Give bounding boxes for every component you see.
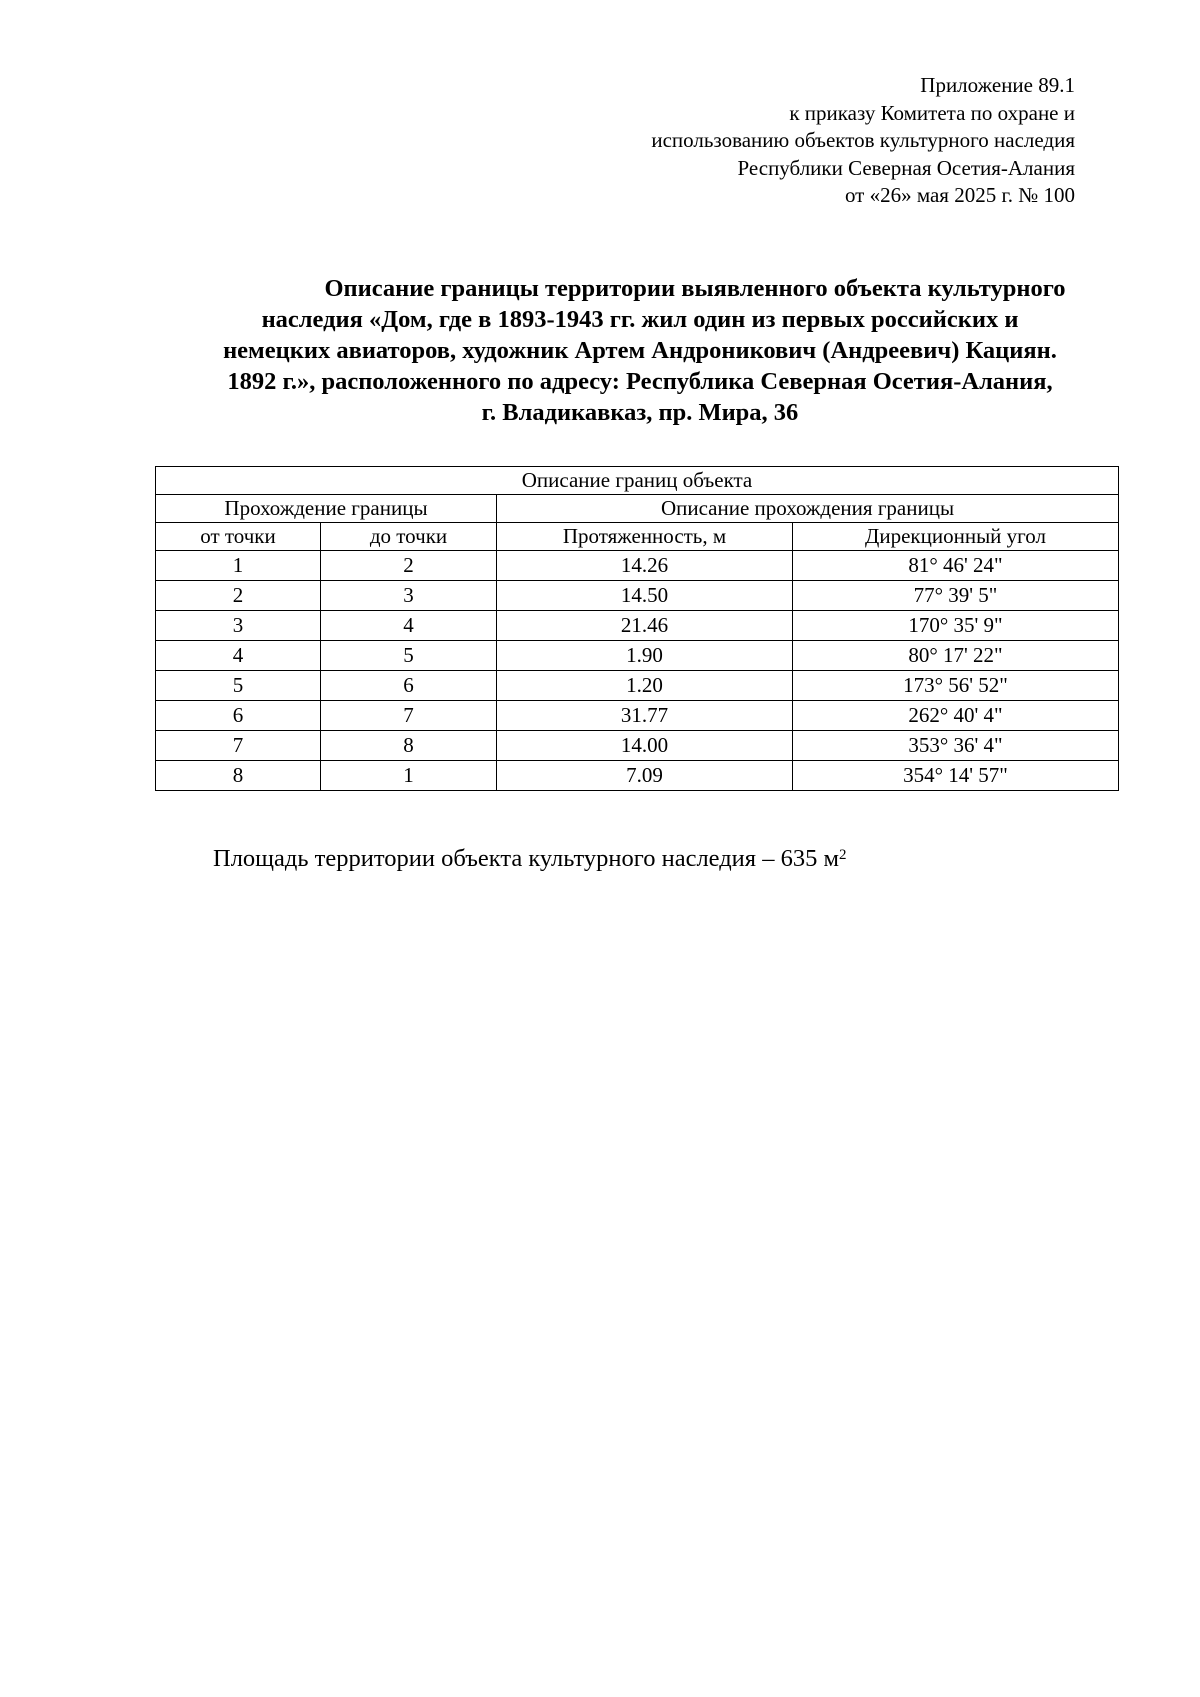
title-line: 1892 г.», расположенного по адресу: Республика Северная Осетия-Алания, [227,368,1053,395]
table-row [156,641,1119,671]
table-row [156,761,1119,791]
boundary-table [155,466,1119,791]
from-point-cell: 4 [156,641,321,671]
table-row [156,731,1119,761]
from-point-cell: 5 [156,671,321,701]
document-title [150,273,1130,428]
area-statement [213,843,846,875]
from-point-cell: 6 [156,701,321,731]
from-point-cell: 3 [156,611,321,641]
from-point-cell: 8 [156,761,321,791]
angle-cell: 81° 46' 24" [793,551,1119,581]
to-point-cell: 1 [321,761,497,791]
to-point-cell: 5 [321,641,497,671]
from-point-cell: 2 [156,581,321,611]
angle-cell: 354° 14' 57" [793,761,1119,791]
appendix-line: от «26» мая 2025 г. № 100 [844,183,1075,207]
angle-cell: 77° 39' 5" [793,581,1119,611]
table-row [156,581,1119,611]
from-point-cell: 1 [156,551,321,581]
angle-cell: 353° 36' 4" [793,731,1119,761]
group-header-passage: Прохождение границы [156,495,497,523]
table-row [156,671,1119,701]
column-header-to-point: до точки [321,523,497,551]
to-point-cell: 6 [321,671,497,701]
title-line: немецких авиаторов, художник Артем Андроникович (Андреевич) Кациян. [223,337,1057,364]
appendix-line: использованию объектов культурного наследия [651,128,1075,152]
column-header-from-point: от точки [156,523,321,551]
table-row [156,551,1119,581]
length-cell: 21.46 [497,611,793,641]
title-line: г. Владикавказ, пр. Мира, 36 [481,399,799,426]
to-point-cell: 2 [321,551,497,581]
appendix-line: Республики Северная Осетия-Алания [737,155,1075,180]
group-header-description: Описание прохождения границы [497,495,1119,523]
appendix-line: к приказу Комитета по охране и [789,100,1075,125]
length-cell: 1.20 [497,671,793,701]
column-header-length: Протяженность, м [497,523,793,551]
length-cell: 1.90 [497,641,793,671]
from-point-cell: 7 [156,731,321,761]
length-cell: 14.00 [497,731,793,761]
area-text: Площадь территории объекта культурного наследия – 635 м [213,845,839,872]
title-line: наследия «Дом, где в 1893-1943 гг. жил один из первых российских и [261,306,1019,333]
to-point-cell: 7 [321,701,497,731]
angle-cell: 80° 17' 22" [793,641,1119,671]
table-row [156,701,1119,731]
appendix-line: Приложение 89.1 [920,73,1075,97]
angle-cell: 173° 56' 52" [793,671,1119,701]
table-caption: Описание границ объекта [156,467,1119,495]
length-cell: 14.50 [497,581,793,611]
length-cell: 31.77 [497,701,793,731]
angle-cell: 262° 40' 4" [793,701,1119,731]
area-unit-superscript: 2 [838,847,847,863]
title-line: Описание границы территории выявленного объекта культурного [324,275,1066,302]
to-point-cell: 4 [321,611,497,641]
appendix-header [375,72,1075,210]
length-cell: 7.09 [497,761,793,791]
column-header-direction-angle: Дирекционный угол [793,523,1119,551]
length-cell: 14.26 [497,551,793,581]
to-point-cell: 8 [321,731,497,761]
table-row [156,611,1119,641]
angle-cell: 170° 35' 9" [793,611,1119,641]
to-point-cell: 3 [321,581,497,611]
